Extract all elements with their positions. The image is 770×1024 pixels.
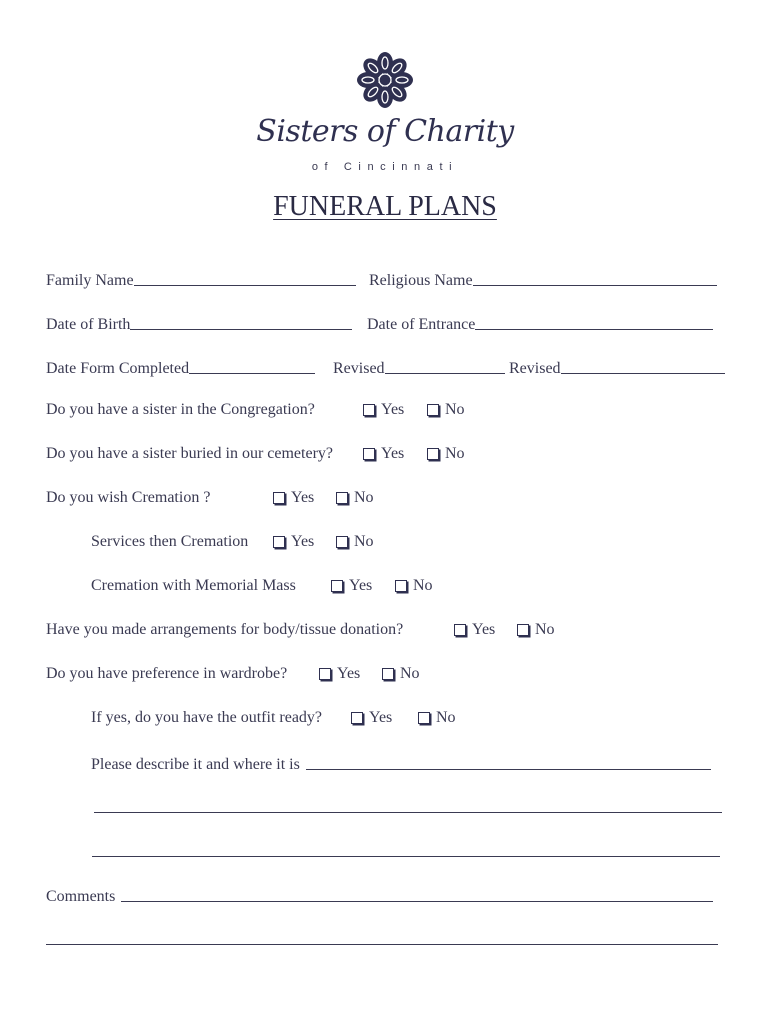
date-form-completed-field[interactable] [189,373,315,374]
religious-name-row [369,266,717,290]
outfit-ready-yes[interactable] [351,707,392,729]
no-label: No [436,709,456,726]
revised-row-1 [333,354,505,378]
date-form-completed-row [46,354,315,378]
checkbox-icon [336,536,348,548]
wish-cremation-yes[interactable] [273,487,314,509]
question-cremation-memorial: Cremation with Memorial Mass [91,577,296,594]
question-services-then-cremation: Services then Cremation [91,533,249,550]
yes-label: Yes [381,445,405,462]
checkbox-icon [517,624,529,636]
date-of-entrance-label: Date of Entrance [367,316,476,333]
religious-name-field[interactable] [473,285,717,286]
revised-row-2 [509,354,725,378]
checkbox-icon [319,668,331,680]
describe-row [91,750,711,774]
family-name-label: Family Name [46,272,134,289]
org-subtitle: of Cincinnati [311,161,459,173]
checkbox-icon [336,492,348,504]
date-of-entrance-row [367,310,713,334]
question-wardrobe-preference: Do you have preference in wardrobe? [46,665,288,682]
services-cremation-yes[interactable] [273,531,314,553]
date-of-birth-field[interactable] [130,329,352,330]
org-name: Sisters of Charity [256,114,514,149]
revised-label-2: Revised [509,360,561,377]
sister-buried-no[interactable] [427,443,465,465]
question-wish-cremation: Do you wish Cremation ? [46,489,211,506]
date-form-completed-label: Date Form Completed [46,360,190,377]
body-donation-no[interactable] [517,619,555,641]
checkbox-icon [382,668,394,680]
yes-label: Yes [381,401,405,418]
family-name-row [46,266,356,290]
services-cremation-no[interactable] [336,531,374,553]
no-label: No [400,665,420,682]
checkbox-icon [395,580,407,592]
sister-congregation-yes[interactable] [363,399,404,421]
outfit-ready-no[interactable] [418,707,456,729]
yes-label: Yes [291,533,315,550]
body-donation-yes[interactable] [454,619,495,641]
checkbox-icon [427,448,439,460]
checkbox-icon [363,448,375,460]
comments-label: Comments [46,888,116,905]
sister-congregation-no[interactable] [427,399,465,421]
question-sister-buried: Do you have a sister buried in our cemetery? [46,445,334,462]
wish-cremation-no[interactable] [336,487,374,509]
checkbox-icon [454,624,466,636]
date-of-entrance-field[interactable] [475,329,713,330]
no-label: No [354,533,374,550]
describe-line-3[interactable] [92,856,720,857]
revised-field-1[interactable] [385,373,505,374]
comments-row [46,882,713,906]
checkbox-icon [331,580,343,592]
checkbox-icon [427,404,439,416]
describe-label: Please describe it and where it is [91,756,300,773]
checkbox-icon [418,712,430,724]
revised-field-2[interactable] [561,373,725,374]
question-body-donation: Have you made arrangements for body/tissue donation? [46,621,404,638]
comments-field[interactable] [121,901,713,902]
no-label: No [445,445,465,462]
date-of-birth-row [46,310,352,334]
checkbox-icon [351,712,363,724]
yes-label: Yes [349,577,373,594]
question-outfit-ready: If yes, do you have the outfit ready? [91,709,323,726]
cremation-memorial-no[interactable] [395,575,433,597]
no-label: No [413,577,433,594]
religious-name-label: Religious Name [369,272,473,289]
wardrobe-preference-no[interactable] [382,663,420,685]
revised-label-1: Revised [333,360,385,377]
checkbox-icon [273,536,285,548]
question-sister-congregation: Do you have a sister in the Congregation? [46,401,315,418]
yes-label: Yes [369,709,393,726]
family-name-field[interactable] [134,285,356,286]
cremation-memorial-yes[interactable] [331,575,372,597]
yes-label: Yes [337,665,361,682]
comments-line-2[interactable] [46,944,718,945]
describe-field[interactable] [306,769,711,770]
yes-label: Yes [472,621,496,638]
describe-line-2[interactable] [94,812,722,813]
no-label: No [535,621,555,638]
flower-logo-icon [355,50,415,110]
checkbox-icon [273,492,285,504]
date-of-birth-label: Date of Birth [46,316,131,333]
sister-buried-yes[interactable] [363,443,404,465]
page-title: FUNERAL PLANS [273,191,497,222]
no-label: No [354,489,374,506]
yes-label: Yes [291,489,315,506]
no-label: No [445,401,465,418]
wardrobe-preference-yes[interactable] [319,663,360,685]
checkbox-icon [363,404,375,416]
